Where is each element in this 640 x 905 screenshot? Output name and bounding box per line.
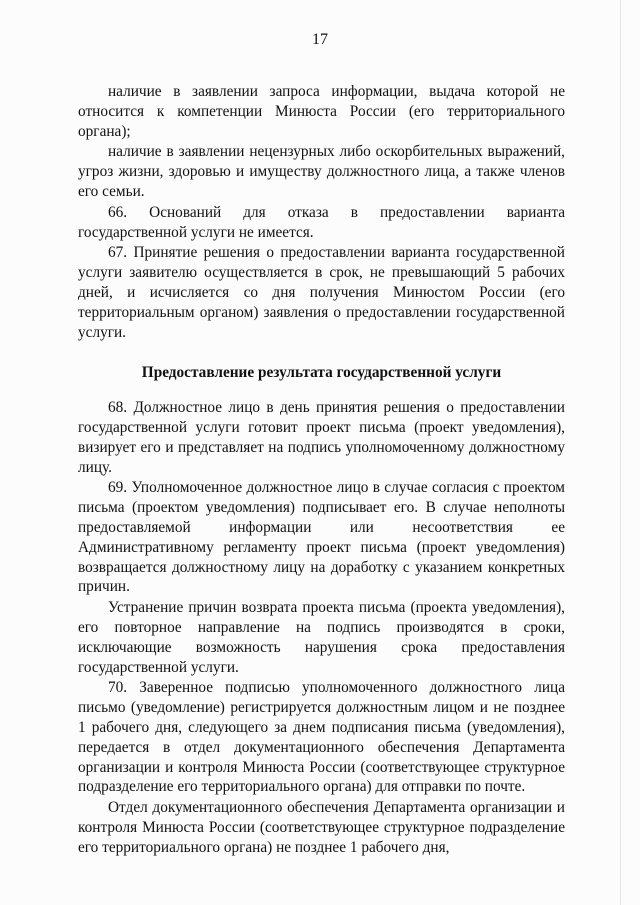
paragraph-70: 70. Заверенное подписью уполномоченного должностного лица письмо (уведомление) регистрируется должностным лицом и не позднее 1 рабочего дня, следующего за днем подписания письма (уведомления), передается в отдел документационного обеспечения Департамента организации и контроля Минюста России (соответствующее структурное подразделение его территориального органа) для отправки по почте. xyxy=(78,679,565,796)
paragraph-refusal-ground-competence: наличие в заявлении запроса информации, выдача которой не относится к компетенции Минюста России (его территориального органа); xyxy=(78,83,565,140)
paragraph-70-department: Отдел документационного обеспечения Департамента организации и контроля Минюста России (соответствующее структурное подразделение его территориального органа) не позднее 1 рабочего дня, xyxy=(78,799,565,856)
paragraph-68: 68. Должностное лицо в день принятия решения о предоставлении государственной услуги готовит проект письма (проект уведомления), визирует его и представляет на подпись уполномоченному должностному лицу. xyxy=(78,399,565,476)
paragraph-67: 67. Принятие решения о предоставлении варианта государственной услуги заявителю осуществляется в срок, не превышающий 5 рабочих дней, и исчисляется со дня получения Минюстом России (его территориальным органом) заявления о предоставлении государственной услуги. xyxy=(78,244,565,341)
paragraph-66: 66. Оснований для отказа в предоставлении варианта государственной услуги не имеется. xyxy=(78,203,565,241)
page-number: 17 xyxy=(312,31,328,48)
document-body xyxy=(78,82,565,858)
paragraph-refusal-ground-offensive: наличие в заявлении нецензурных либо оскорбительных выражений, угроз жизни, здоровью и имуществу должностного лица, а также членов его семьи. xyxy=(78,143,565,200)
section-heading: Предоставление результата государственной услуги xyxy=(141,364,502,382)
scan-edge-line xyxy=(620,0,621,905)
paragraph-69: 69. Уполномоченное должностное лицо в случае согласия с проектом письма (проектом уведомления) подписывает его. В случае неполноты предоставляемой информации или несоответствия ее Административному регламенту проект письма (проект уведомления) возвращается должностному лицу на доработку с указанием конкретных причин. xyxy=(78,479,565,596)
paragraph-69-elimination: Устранение причин возврата проекта письма (проекта уведомления), его повторное направление на подпись производятся в сроки, исключающие возможность нарушения срока предоставления государственной услуги. xyxy=(78,599,565,676)
